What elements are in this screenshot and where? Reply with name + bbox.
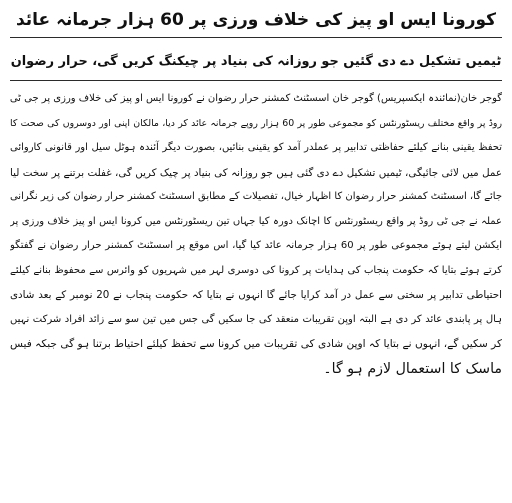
body-line: عملہ نے جی ٹی روڈ پر واقع ریسٹورنٹس کا اچانک دورہ کیا جہاں تین ریسٹورنٹس میں کرونا ایس او پیز خلاف ورزی پر xyxy=(10,215,502,227)
body-line: ایکشن لیتے ہوئے مجموعی طور پر 60 ہزار جرمانہ عائد کیا گیا، اس موقع پر اسسٹنٹ کمشنر حرار رضوان نے گفتگو xyxy=(10,240,502,251)
body-line: کر سکیں گے، انہوں نے بتایا کہ اوپن شادی کی تقریبات میں کرونا سے تحفظ کیلئے احتیاط برتنا ہو گی جبکہ فیس xyxy=(10,338,502,350)
article-subheadline: ٹیمیں تشکیل دے دی گئیں جو روزانہ کی بنیاد پر چیکنگ کریں گی، حرار رضوان xyxy=(10,54,502,69)
body-line: عمل میں لائی جائیگی، ٹیمیں تشکیل دے دی گئی ہیں جو روزانہ کی بنیاد پر چیک کریں گی، غفلت برتنے پر سخت لیا xyxy=(10,166,502,179)
article-body xyxy=(10,87,502,381)
body-line: تحفظ یقینی بنانے کیلئے حفاظتی تدابیر پر عملدر آمد کو یقینی بنائیں، بصورت دیگر آئندہ ہوٹل سیل اور قانونی کاروائی xyxy=(10,142,502,153)
body-line: گوجر خان(نمائندہ ایکسپریس) گوجر خان اسسٹنٹ کمشنر حرار رضوان نے کورونا ایس او پیز کی خلاف ورزی پر جی ٹی xyxy=(10,93,502,104)
body-line: جائے گا، اسسٹنٹ کمشنر حرار رضوان کا اظہار خیال، تفصیلات کے مطابق اسسٹنٹ کمشنر حرار رضوان کی زیر نگرانی xyxy=(10,191,502,202)
headline-divider xyxy=(10,37,502,38)
subheadline-divider xyxy=(10,80,502,81)
body-line: کرتے ہوئے بتایا کہ حکومت پنجاب کی ہدایات پر کرونا کی دوسری لہر میں شہریوں کو وائرس سے محفوظ بنانے کیلئے xyxy=(10,264,502,276)
article-headline: کورونا ایس او پیز کی خلاف ورزی پر 60 ہزار جرمانہ عائد xyxy=(15,10,497,30)
body-line: ہال پر پابندی عائد کر دی ہے البتہ اوپن تقریبات منعقد کی جا سکیں گی جس میں تین سو سے زائد افراد شرکت نہیں xyxy=(10,313,502,325)
body-line: احتیاطی تدابیر پر سختی سے عمل در آمد کرایا جائے گا انہوں نے بتایا کہ حکومت پنجاب نے 20 نومبر کے بعد شادی xyxy=(10,289,502,301)
body-line: روڈ پر واقع مختلف ریسٹورنٹس کو مجموعی طور پر 60 ہزار روپے جرمانہ عائد کر دیا، مالکان اپنی اور دوسروں کی صحت کا xyxy=(10,117,502,129)
body-line: ماسک کا استعمال لازم ہو گا۔ xyxy=(323,360,502,377)
